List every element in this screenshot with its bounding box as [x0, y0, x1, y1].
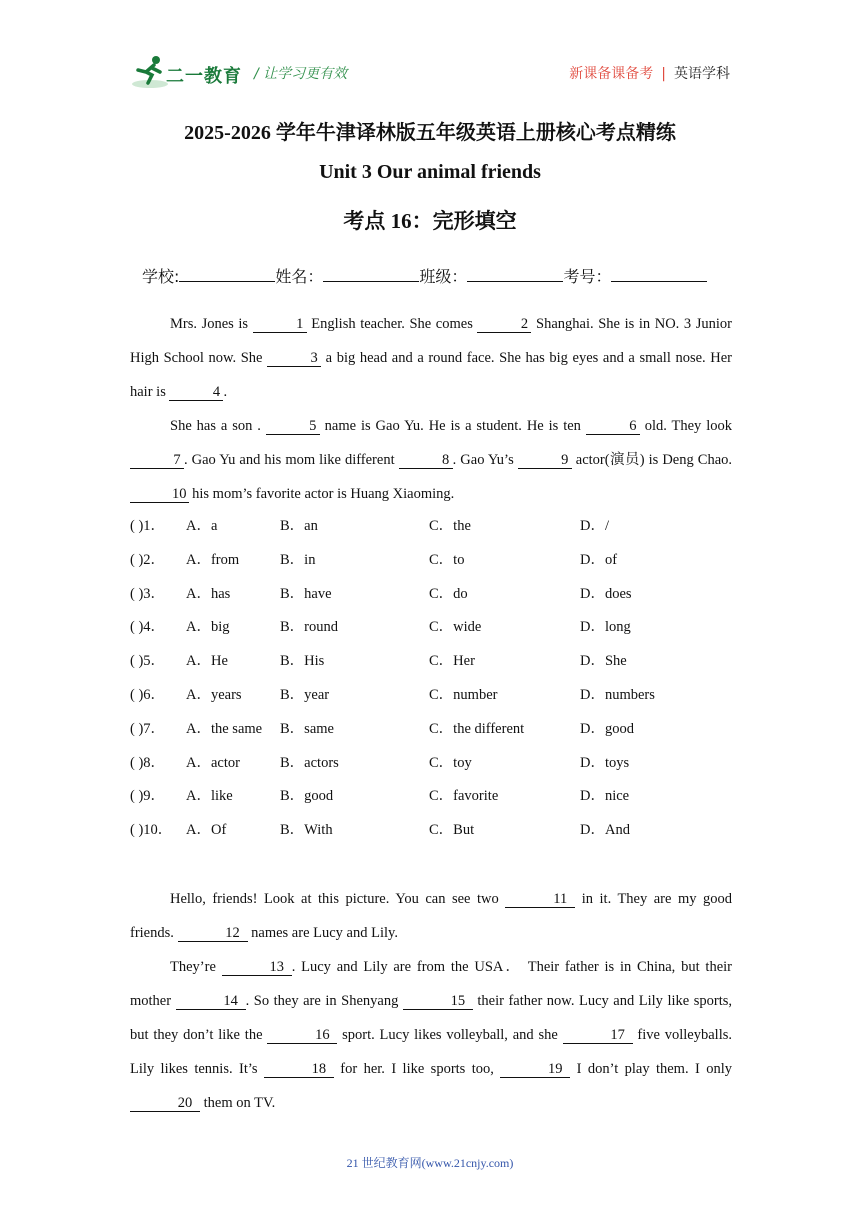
option-c: C．to: [429, 551, 465, 568]
exam-no-label: 考号：: [563, 267, 612, 286]
answer-blank-3[interactable]: 3: [267, 350, 321, 367]
option-b: B．With: [280, 822, 333, 839]
answer-blank-15[interactable]: 15: [403, 993, 473, 1010]
option-d: D．numbers: [580, 686, 655, 703]
option-a: A．a: [186, 518, 218, 534]
option-d: D．of: [580, 551, 618, 568]
option-b: B．in: [280, 551, 316, 568]
passage-text: for her. I like sports too,: [333, 1061, 501, 1077]
option-b: B．have: [280, 585, 332, 602]
answer-blank-20[interactable]: 20: [130, 1095, 200, 1112]
topic-title: 考点 16：完形填空: [343, 209, 517, 233]
question-number[interactable]: ( )9．: [130, 788, 166, 805]
question-row: [130, 611, 732, 645]
option-a: A．from: [186, 551, 240, 568]
option-a: A．the same: [186, 720, 263, 737]
question-row: [130, 510, 732, 544]
option-c: C．the different: [429, 720, 525, 737]
option-d: D．long: [580, 619, 631, 636]
question-row: [130, 780, 732, 814]
question-row: [130, 544, 732, 578]
question-row: [130, 578, 732, 612]
passage-text: their father now. Lucy and Lily like sports, but they don’t like the: [130, 993, 732, 1043]
question-row: [130, 747, 732, 781]
name-blank: [323, 267, 419, 282]
class-label: 班级：: [419, 267, 468, 286]
question-number[interactable]: ( )5．: [130, 653, 166, 670]
answer-blank-4[interactable]: 4: [169, 384, 223, 401]
passage-text: names are Lucy and Lily.: [247, 925, 398, 941]
option-d: D．/: [580, 518, 609, 534]
school-label: 学校:: [142, 267, 180, 286]
header-tag: 新课备课备考: [569, 66, 654, 82]
option-d: D．good: [580, 720, 634, 737]
passage-text: old. They look: [639, 418, 732, 434]
passage-text: I don’t play them. I only: [570, 1061, 732, 1077]
question-number[interactable]: ( )3．: [130, 585, 166, 602]
option-a: A．like: [186, 788, 233, 805]
question-number[interactable]: ( )4．: [130, 619, 166, 636]
passage-1-paragraph-1: [130, 307, 732, 409]
passage-text: in it. They are my good friends.: [130, 891, 732, 941]
exam-no-blank: [611, 267, 707, 282]
runner-logo-icon: [130, 54, 170, 90]
passage-text: actor(演员) is Deng Chao.: [571, 452, 733, 468]
option-c: C．favorite: [429, 788, 499, 805]
option-b: B．good: [280, 788, 334, 805]
question-number[interactable]: ( )2．: [130, 551, 166, 568]
passage-1-paragraph-2: [130, 409, 732, 511]
logo: [130, 54, 245, 90]
option-b: B．year: [280, 686, 330, 703]
subject-label: 英语学科: [674, 66, 730, 82]
option-b: B．an: [280, 518, 318, 534]
option-c: C．But: [429, 822, 475, 839]
passage-text: name is Gao Yu. He is a student. He is ten: [319, 418, 586, 434]
option-d: D．And: [580, 822, 630, 839]
question-row: [130, 679, 732, 713]
logo-text: 二一教育: [166, 66, 242, 87]
option-a: A．He: [186, 653, 228, 670]
option-a: A．big: [186, 619, 230, 636]
option-a: A．Of: [186, 822, 227, 839]
answer-blank-14[interactable]: 14: [176, 993, 246, 1010]
page-header: [130, 54, 730, 94]
answer-blank-11[interactable]: 11: [505, 891, 575, 908]
answer-blank-12[interactable]: 12: [178, 925, 248, 942]
option-c: C．the: [429, 518, 471, 534]
passage-1: [130, 307, 732, 511]
option-c: C．do: [429, 585, 468, 602]
option-a: A．has: [186, 585, 231, 602]
passage-2-paragraph-1: [130, 882, 732, 950]
option-a: A．actor: [186, 754, 240, 771]
answer-blank-16[interactable]: 16: [267, 1027, 337, 1044]
header-subject: [569, 63, 730, 83]
student-info-line: [142, 264, 707, 287]
option-d: D．does: [580, 585, 632, 602]
option-d: D．nice: [580, 788, 630, 805]
answer-blank-17[interactable]: 17: [563, 1027, 633, 1044]
answer-blank-5[interactable]: 5: [266, 418, 320, 435]
question-row: [130, 814, 732, 848]
name-label: 姓名：: [275, 267, 324, 286]
school-blank: [179, 267, 275, 282]
answer-blank-10[interactable]: 10: [130, 486, 189, 503]
class-blank: [467, 267, 563, 282]
answer-blank-6[interactable]: 6: [586, 418, 640, 435]
option-d: D．She: [580, 653, 627, 670]
passage-text: five volleyballs. Lily likes tennis. It’s: [130, 1027, 733, 1077]
unit-title: Unit 3 Our animal friends: [319, 161, 541, 183]
passage-text: They’re: [170, 959, 222, 975]
passage-text: his mom’s favorite actor is Huang Xiaoming.: [188, 486, 455, 502]
options-list: [130, 510, 732, 848]
passage-text: Shanghai. She is in NO. 3 Junior High School now. She: [130, 316, 732, 366]
option-b: B．same: [280, 720, 334, 737]
option-c: C．number: [429, 686, 498, 703]
passage-text: a big head and a round face. She has big eyes and a small nose. Her hair is: [130, 350, 732, 400]
passage-text: . Gao Yu and his mom like different: [184, 452, 399, 468]
passage-2: [130, 882, 732, 1120]
answer-blank-18[interactable]: 18: [264, 1061, 334, 1078]
answer-blank-7[interactable]: 7: [130, 452, 184, 469]
option-b: B．round: [280, 619, 338, 636]
passage-text: . So they are in Shenyang: [245, 993, 403, 1009]
option-c: C．toy: [429, 754, 472, 771]
option-b: B．actors: [280, 754, 339, 771]
option-c: C．Her: [429, 653, 475, 670]
passage-text: Mrs. Jones is: [170, 316, 253, 332]
passage-2-paragraph-2: [130, 950, 732, 1120]
answer-blank-19[interactable]: 19: [500, 1061, 570, 1078]
passage-text: . Gao Yu’s: [452, 452, 518, 468]
slogan: / 让学习更有效: [254, 66, 348, 82]
passage-text: She has a son .: [170, 418, 266, 434]
passage-text: .: [223, 384, 228, 400]
answer-blank-8[interactable]: 8: [399, 452, 453, 469]
question-number[interactable]: ( )8．: [130, 754, 166, 771]
passage-text: sport. Lucy likes volleyball, and she: [337, 1027, 563, 1043]
question-number[interactable]: ( )7．: [130, 720, 166, 737]
question-row: [130, 645, 732, 679]
answer-blank-13[interactable]: 13: [222, 959, 292, 976]
question-number[interactable]: ( )6．: [130, 686, 166, 703]
answer-blank-2[interactable]: 2: [477, 316, 531, 333]
answer-blank-9[interactable]: 9: [518, 452, 572, 469]
passage-text: them on TV.: [200, 1095, 276, 1111]
answer-blank-1[interactable]: 1: [253, 316, 307, 333]
option-c: C．wide: [429, 619, 482, 636]
option-b: B．His: [280, 653, 325, 670]
question-row: [130, 713, 732, 747]
passage-text: English teacher. She comes: [306, 316, 478, 332]
question-number[interactable]: ( )10．: [130, 822, 173, 839]
doc-title: 2025-2026 学年牛津译林版五年级英语上册核心考点精练: [184, 122, 676, 144]
footer: 21 世纪教育网(www.21cnjy.com): [346, 1156, 514, 1170]
option-a: A．years: [186, 686, 242, 703]
passage-text: Hello, friends! Look at this picture. You can see two: [170, 891, 506, 907]
passage-text: . Lucy and Lily are from the USA． Their father is in China, but their mother: [130, 959, 732, 1009]
header-separator: |: [661, 66, 666, 82]
option-d: D．toys: [580, 754, 630, 771]
question-number[interactable]: ( )1．: [130, 518, 166, 534]
